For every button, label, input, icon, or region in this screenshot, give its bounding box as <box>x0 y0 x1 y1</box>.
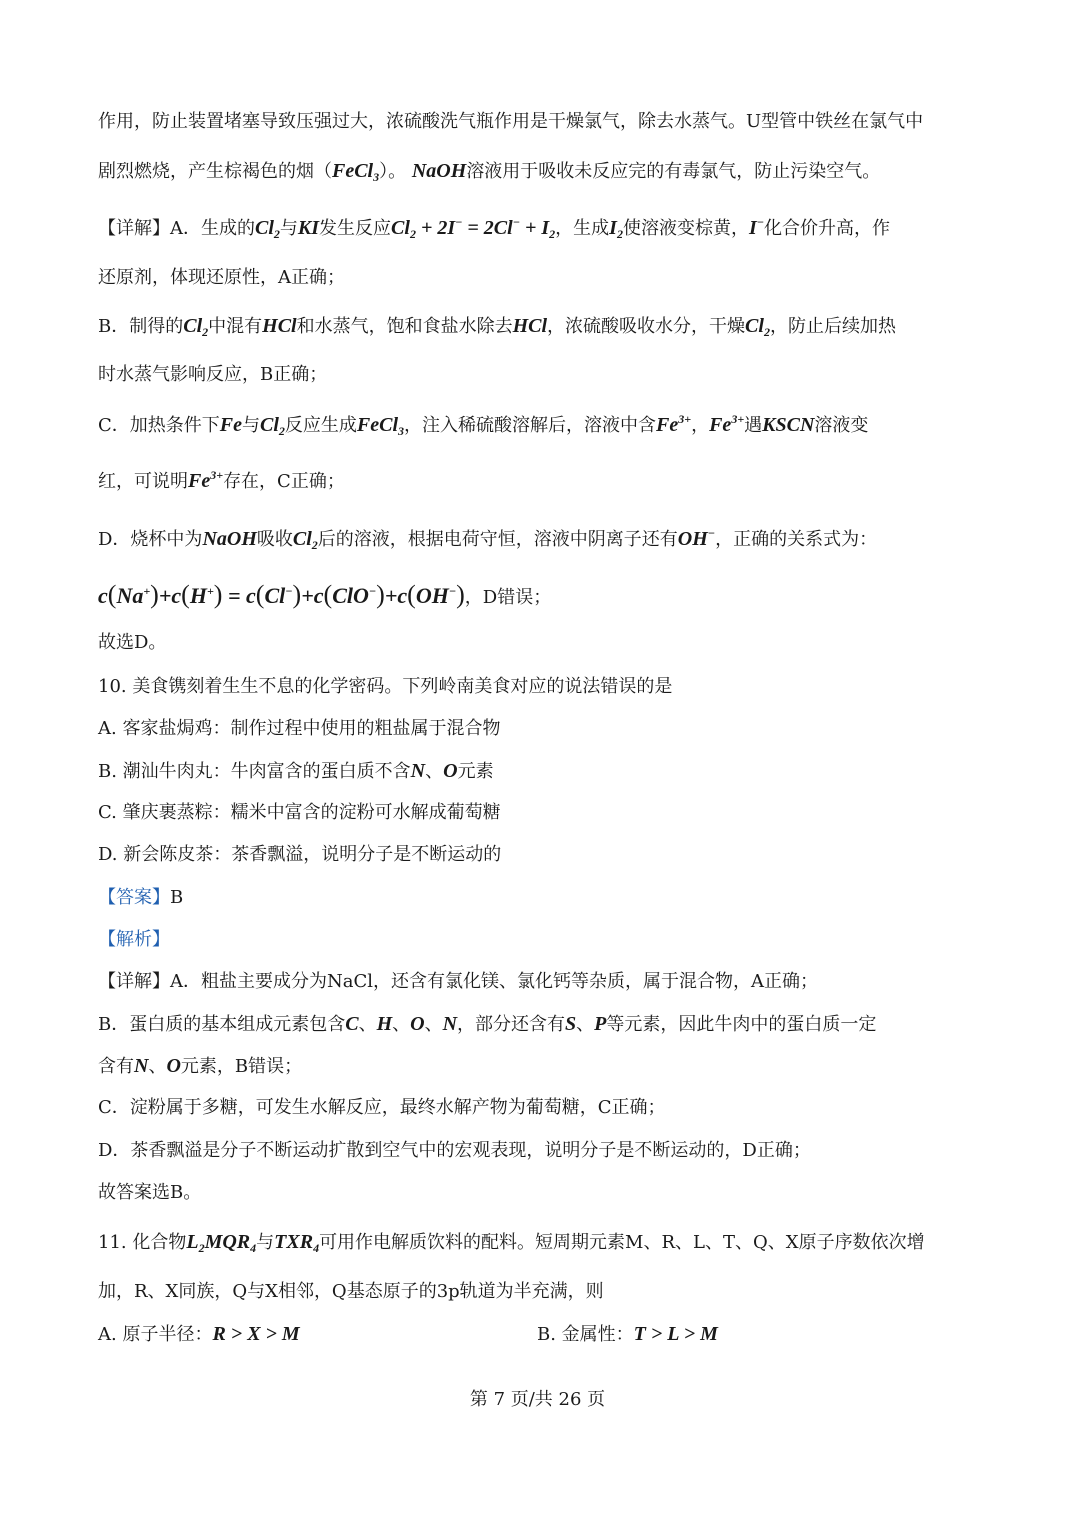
option-b: B. 金属性：T > L > M <box>537 1323 718 1345</box>
formula: N <box>442 1013 458 1035</box>
question-stem: 10. 美食镌刻着生生不息的化学密码。下列岭南美食对应的说法错误的是 <box>98 676 673 697</box>
text-line: 还原剂，体现还原性，A正确； <box>98 267 345 288</box>
text-line: 红，可说明$Fe^{3+}$存在，C正确； <box>98 468 345 492</box>
text-line: 含有N、O元素，B错误； <box>98 1055 303 1077</box>
formula: $Fe^{3+}$ <box>709 412 745 436</box>
charge-balance-equation: c(Na+)+c(H+) = c(Cl−)+c(ClO−)+c(OH−) <box>98 580 465 609</box>
formula: R > X > M <box>212 1323 300 1345</box>
formula: S <box>565 1013 577 1035</box>
formula: NaOH <box>202 528 257 550</box>
analysis-tag: 【解析】 <box>98 929 170 950</box>
text-line: 故选D。 <box>98 632 167 653</box>
text-line: 作用，防止装置堵塞导致压强过大，浓硫酸洗气瓶作用是干燥氯气，除去水蒸气。U型管中铁丝在氯气中 <box>98 111 924 132</box>
formula: FeCl$_3$ <box>356 414 405 438</box>
formula: $Cl_2$ <box>260 414 285 438</box>
option-d: D. 新会陈皮茶：茶香飘溢，说明分子是不断运动的 <box>98 844 502 865</box>
formula: T > L > M <box>633 1323 718 1345</box>
text-line: 故答案选B。 <box>98 1182 202 1203</box>
formula: $Cl_2$ <box>292 528 318 552</box>
page-footer: 第 7 页/共 26 页 <box>469 1389 606 1410</box>
formula: $TXR_4$ <box>274 1231 320 1255</box>
charge-balance-line: c(Na+)+c(H+) = c(Cl−)+c(ClO−)+c(OH−)，D错误； <box>98 580 552 609</box>
option-b: B. 潮汕牛肉丸：牛肉富含的蛋白质不含N、O元素 <box>98 760 494 782</box>
formula: FeCl$_3$ <box>332 160 380 184</box>
formula: C <box>345 1013 359 1035</box>
reaction-equation: $Cl_2 + 2I^- = 2Cl^- + I_2$ <box>391 215 556 241</box>
formula: O <box>166 1055 181 1077</box>
formula: OH− <box>677 526 716 550</box>
formula: $Cl_2$ <box>255 217 280 241</box>
formula: HCl <box>262 315 297 337</box>
text-line: 【详解】A．生成的$Cl_2$与KI发生反应$Cl_2 + 2I^- = 2Cl^- + I_2$，生成$I_2$使溶液变棕黄，I−化合价升高，作 <box>98 215 891 241</box>
formula: $Fe^{3+}$ <box>188 468 224 492</box>
formula: O <box>410 1013 425 1035</box>
question-stem: 11. 化合物$L_2MQR_4$与$TXR_4$可用作电解质饮料的配料。短周期元素M、R、L、T、Q、X原子序数依次增 <box>98 1231 925 1255</box>
text-line: 加，R、X同族，Q与X相邻，Q基态原子的3p轨道为半充满，则 <box>98 1281 604 1302</box>
text-line: 剧烈燃烧，产生棕褐色的烟（FeCl$_3$）。 NaOH溶液用于吸收未反应完的有毒氯气，防止污染空气。 <box>98 160 881 184</box>
formula: NaOH <box>411 160 467 182</box>
answer-tag: 【答案】 <box>98 887 170 908</box>
formula: P <box>594 1013 607 1035</box>
text-line: C．淀粉属于多糖，可发生水解反应，最终水解产物为葡萄糖，C正确； <box>98 1097 666 1118</box>
text-line: D．烧杯中为NaOH吸收$Cl_2$后的溶液，根据电荷守恒，溶液中阴离子还有OH−，正确的关系式为： <box>98 526 878 552</box>
formula: N <box>410 760 426 782</box>
formula: $Fe^{3+}$ <box>656 412 692 436</box>
formula: HCl <box>512 315 548 337</box>
formula: H <box>376 1013 393 1035</box>
option-a: A. 原子半径：R > X > M <box>98 1323 300 1345</box>
formula: O <box>443 760 458 782</box>
text-line: B．制得的$Cl_2$中混有HCl和水蒸气，饱和食盐水除去HCl，浓硫酸吸收水分，干燥$Cl_2$，防止后续加热 <box>98 315 896 339</box>
text-line: B．蛋白质的基本组成元素包含C、H、O、N，部分还含有S、P等元素，因此牛肉中的蛋白质一定 <box>98 1013 877 1035</box>
option-a: A. 客家盐焗鸡：制作过程中使用的粗盐属于混合物 <box>98 718 501 739</box>
formula: N <box>134 1055 149 1077</box>
option-c: C. 肇庆裹蒸粽：糯米中富含的淀粉可水解成葡萄糖 <box>98 802 501 823</box>
text-line: 【详解】A．粗盐主要成分为NaCl，还含有氯化镁、氯化钙等杂质，属于混合物，A正确； <box>98 971 819 992</box>
answer-line: 【答案】B <box>98 887 184 908</box>
text-line: C．加热条件下Fe与$Cl_2$反应生成FeCl$_3$，注入稀硫酸溶解后，溶液中含$Fe^{3+}$，$Fe^{3+}$遇KSCN溶液变 <box>98 412 869 438</box>
formula: $I_2$ <box>609 217 623 241</box>
formula: $Cl_2$ <box>183 315 209 339</box>
formula: Fe <box>219 414 242 436</box>
formula: $L_2MQR_4$ <box>186 1231 257 1255</box>
formula: $Cl_2$ <box>745 315 770 339</box>
text-line: D．茶香飘溢是分子不断运动扩散到空气中的宏观表现，说明分子是不断运动的，D正确； <box>98 1140 811 1161</box>
formula: I− <box>748 215 765 239</box>
formula: KSCN <box>762 414 815 436</box>
formula: KI <box>297 217 320 239</box>
text-line: 时水蒸气影响反应，B正确； <box>98 364 328 385</box>
